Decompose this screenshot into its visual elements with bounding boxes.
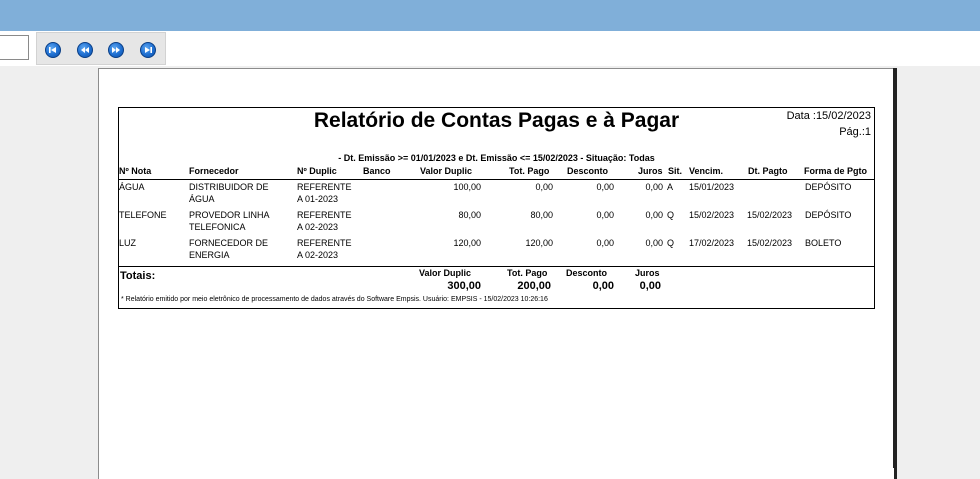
next-page-icon: [109, 43, 123, 57]
preview-toolbar: [0, 31, 980, 67]
cell-fornecedor: DISTRIBUIDOR DE: [189, 182, 269, 192]
cell-nota: ÁGUA: [119, 182, 145, 192]
column-header-fornecedor: Fornecedor: [189, 166, 239, 176]
report-page: [98, 68, 894, 479]
column-header-forma: Forma de Pgto: [804, 166, 868, 176]
totals-label: Totais:: [120, 270, 156, 282]
report-frame: [118, 107, 875, 309]
cell-valor: 120,00: [453, 238, 481, 248]
cell-vencim: 15/02/2023: [689, 210, 735, 220]
totals-desconto: 0,00: [592, 280, 614, 292]
next-page-button[interactable]: [108, 42, 124, 58]
cell-pago: 0,00: [535, 182, 553, 192]
first-page-icon: [46, 43, 60, 57]
cell-fornecedor: PROVEDOR LINHA: [189, 210, 270, 220]
cell-forma: DEPÓSITO: [805, 182, 852, 192]
previous-page-button[interactable]: [77, 42, 93, 58]
cell-sit: A: [667, 182, 674, 192]
column-header-duplic: Nº Duplic: [297, 166, 337, 176]
report-footnote: * Relatório emitido por meio eletrônico de processamento de dados através do Software Empsis. Usuário: EMPSIS - 15/02/2023 10:26:16: [121, 296, 548, 303]
cell-pago: 120,00: [525, 238, 553, 248]
cell-dt-pagto: 15/02/2023: [747, 238, 793, 248]
column-header-nota: Nº Nota: [119, 166, 152, 176]
column-header-sit: Sit.: [668, 166, 683, 176]
column-header-vencim: Vencim.: [689, 166, 724, 176]
column-header-juros: Juros: [638, 166, 663, 176]
first-page-button[interactable]: [45, 42, 61, 58]
cell-forma: BOLETO: [805, 238, 842, 248]
cell-vencim: 15/01/2023: [689, 182, 735, 192]
window-title-bar: [0, 0, 980, 31]
cell-duplic-cont: A 01-2023: [297, 194, 339, 204]
cell-duplic-cont: A 02-2023: [297, 222, 339, 232]
header-divider: [119, 179, 874, 180]
cell-valor: 100,00: [453, 182, 481, 192]
cell-juros: 0,00: [645, 182, 663, 192]
column-header-banco: Banco: [363, 166, 391, 176]
page-shadow-edge: [893, 68, 895, 468]
cell-fornecedor: FORNECEDOR DE: [189, 238, 269, 248]
totals-juros-label: Juros: [635, 268, 660, 278]
previous-page-icon: [78, 43, 92, 57]
totals-valor-label: Valor Duplic: [419, 268, 472, 278]
cell-sit: Q: [667, 238, 675, 248]
cell-valor: 80,00: [458, 210, 481, 220]
last-page-icon: [141, 43, 155, 57]
cell-vencim: 17/02/2023: [689, 238, 735, 248]
cell-duplic: REFERENTE: [297, 238, 352, 248]
cell-juros: 0,00: [645, 238, 663, 248]
cell-pago: 80,00: [530, 210, 553, 220]
totals-pago: 200,00: [517, 280, 551, 292]
cell-dt-pagto: 15/02/2023: [747, 210, 793, 220]
page-navigation-panel: [36, 32, 166, 65]
column-header-dt-pagto: Dt. Pagto: [748, 166, 788, 176]
cell-nota: LUZ: [119, 238, 137, 248]
totals-divider: [119, 266, 874, 267]
column-header-pago: Tot. Pago: [509, 166, 550, 176]
cell-fornecedor-cont: ENERGIA: [189, 250, 230, 260]
cell-nota: TELEFONE: [119, 210, 167, 220]
cell-duplic: REFERENTE: [297, 182, 352, 192]
cell-forma: DEPÓSITO: [805, 210, 852, 220]
cell-fornecedor-cont: TELEFONICA: [189, 222, 246, 232]
totals-juros: 0,00: [639, 280, 661, 292]
cell-duplic: REFERENTE: [297, 210, 352, 220]
totals-pago-label: Tot. Pago: [507, 268, 548, 278]
totals-desconto-label: Desconto: [566, 268, 608, 278]
report-date: Data :15/02/2023: [786, 110, 871, 122]
page-number-input[interactable]: [0, 35, 29, 60]
column-header-desconto: Desconto: [567, 166, 609, 176]
cell-desconto: 0,00: [596, 238, 614, 248]
report-filter: - Dt. Emissão >= 01/01/2023 e Dt. Emissão <= 15/02/2023 - Situação: Todas: [338, 153, 655, 163]
totals-valor: 300,00: [447, 280, 481, 292]
cell-desconto: 0,00: [596, 182, 614, 192]
last-page-button[interactable]: [140, 42, 156, 58]
cell-duplic-cont: A 02-2023: [297, 250, 339, 260]
cell-sit: Q: [667, 210, 675, 220]
report-title: Relatório de Contas Pagas e à Pagar: [313, 109, 680, 132]
report-page-number: Pág.:1: [839, 126, 871, 138]
cell-fornecedor-cont: ÁGUA: [189, 194, 215, 204]
column-header-valor: Valor Duplic: [420, 166, 473, 176]
cell-juros: 0,00: [645, 210, 663, 220]
cell-desconto: 0,00: [596, 210, 614, 220]
